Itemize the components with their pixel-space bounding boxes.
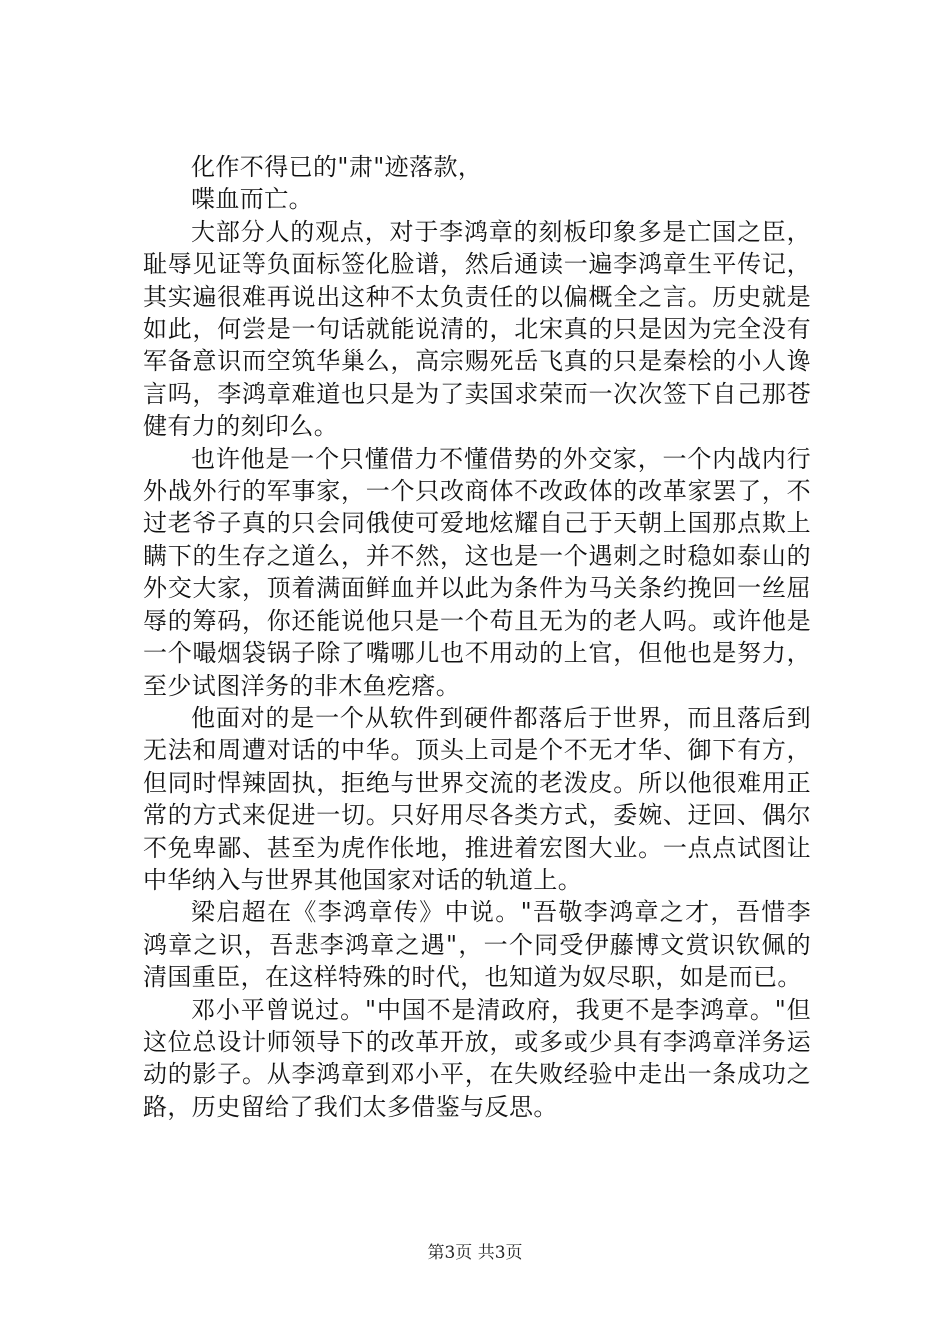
article-body — [143, 151, 811, 1123]
paragraph-7: 邓小平曾说过。"中国不是清政府，我更不是李鸿章。"但这位总设计师领导下的改革开放，或多或少具有李鸿章洋务运动的影子。从李鸿章到邓小平，在失败经验中走出一条成功之路，历史留给了我们太多借鉴与反思。 — [143, 995, 811, 1121]
paragraph-6: 梁启超在《李鸿章传》中说。"吾敬李鸿章之才，吾惜李鸿章之识，吾悲李鸿章之遇"，一个同受伊藤博文赏识钦佩的清国重臣，在这样特殊的时代，也知道为奴尽职，如是而已。 — [143, 898, 811, 992]
paragraph-2: 喋血而亡。 — [191, 185, 313, 214]
paragraph-4: 也许他是一个只懂借力不懂借势的外交家，一个内战内行外战外行的军事家，一个只改商体不改政体的改革家罢了，不过老爷子真的只会同俄使可爱地炫耀自己于天朝上国那点欺上瞒下的生存之道么，并不然，这也是一个遇刺之时稳如泰山的外交大家，顶着满面鲜血并以此为条件为马关条约挽回一丝屈辱的筹码，你还能说他只是一个苟且无为的老人吗。或许他是一个嘬烟袋锅子除了嘴哪儿也不用动的上官，但他也是努力，至少试图洋务的非木鱼疙瘩。 — [143, 444, 811, 700]
paragraph-5: 他面对的是一个从软件到硬件都落后于世界，而且落后到无法和周遭对话的中华。顶头上司是个不无才华、御下有方，但同时悍辣固执，拒绝与世界交流的老泼皮。所以他很难用正常的方式来促进一切。只好用尽各类方式，委婉、迂回、偶尔不免卑鄙、甚至为虎作伥地，推进着宏图大业。一点点试图让中华纳入与世界其他国家对话的轨道上。 — [143, 703, 811, 894]
paragraph-1: 化作不得已的"肃"迹落款， — [191, 153, 483, 181]
page-number-label: 第3页 共3页 — [427, 1243, 523, 1263]
page-footer — [0, 1242, 950, 1264]
paragraph-3: 大部分人的观点，对于李鸿章的刻板印象多是亡国之臣，耻辱见证等负面标签化脸谱，然后通读一遍李鸿章生平传记，其实遍很难再说出这种不太负责任的以偏概全之言。历史就是如此，何尝是一句话就能说清的，北宋真的只是因为完全没有军备意识而空筑华巢么，高宗赐死岳飞真的只是秦桧的小人谗言吗，李鸿章难道也只是为了卖国求荣而一次次签下自己那苍健有力的刻印么。 — [143, 217, 811, 441]
